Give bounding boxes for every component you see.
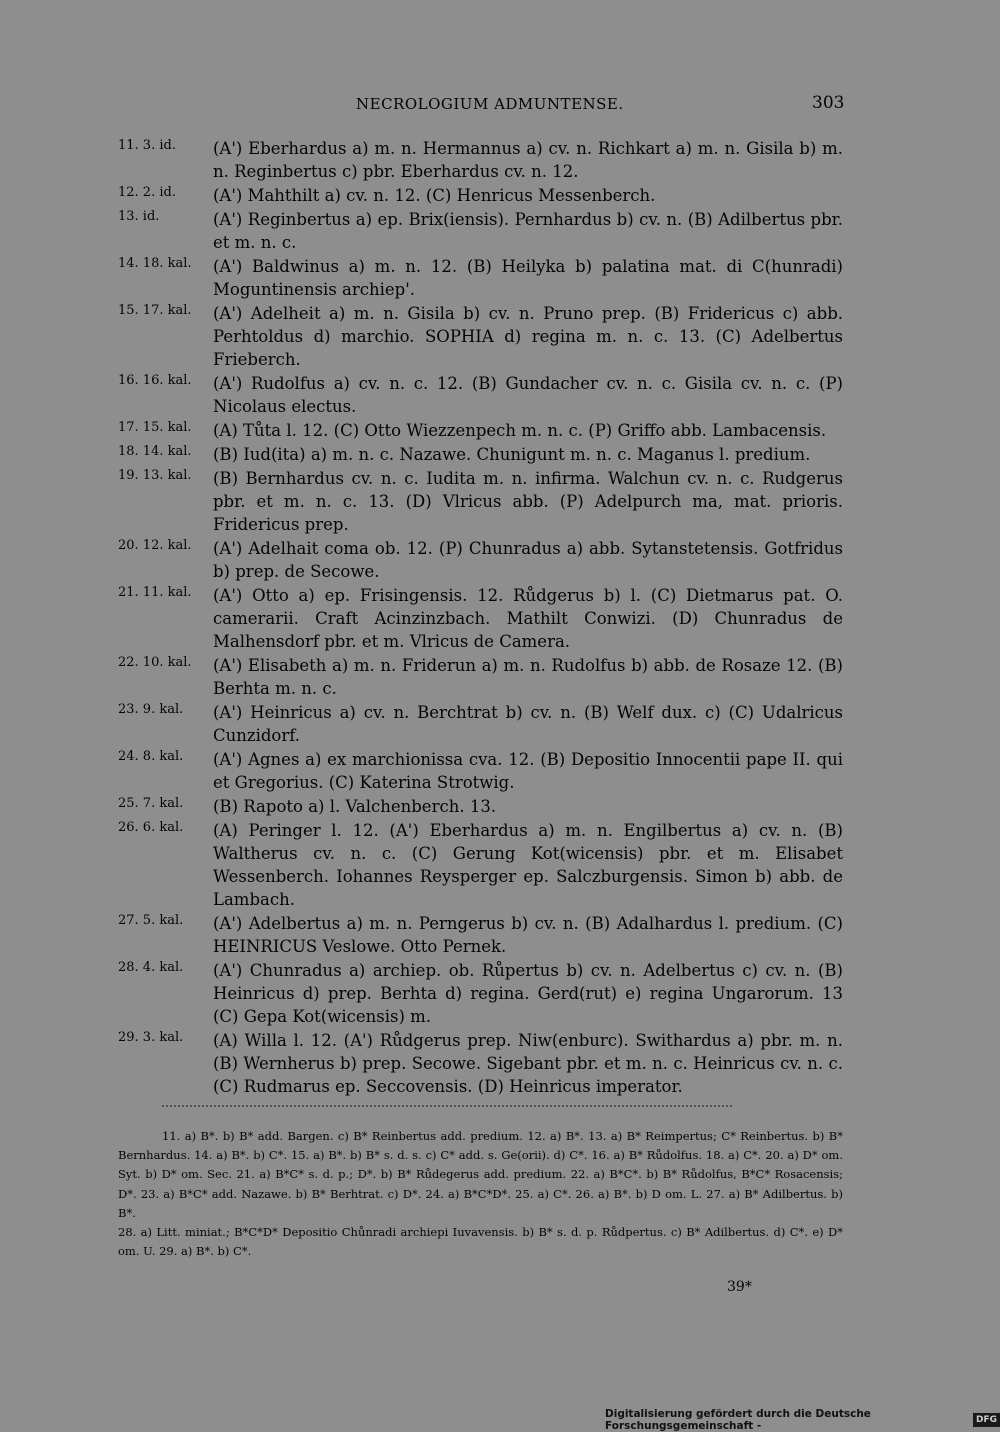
necrology-entry — [0, 184, 1000, 207]
necrology-entry — [0, 537, 1000, 583]
footnote-paragraph: 11. a) B*. b) B* add. Bargen. c) B* Reinbertus add. predium. 12. a) B*. 13. a) B* Reimpertus; C* Reinbertus. b) B* Bernhardus. 14. a) B*. b) C*. 15. a) B*. b) B* s. d. s. c) C* add. s. Ge(orii). d) C*. 16. a) B* Růdolfus. 18. a) C*. 20. a) D* om. Syt. b) D* om. Sec. 21. a) B*C* s. d. p.; D*. b) B* Růdegerus add. predium. 22. a) B*C*. b) B* Růdolfus, B*C* Rosacensis; D*. 23. a) B*C* add. Nazawe. b) B* Berhtrat. c) D*. 24. a) B*C*D*. 25. a) C*. 26. a) B*. b) D om. L. 27. a) B* Adilbertus. b) B*. — [118, 1129, 843, 1220]
entry-text: (A') Heinricus a) cv. n. Berchtrat b) cv. n. (B) Welf dux. c) (C) Udalricus Cunzidorf. — [213, 703, 843, 745]
entry-text: (A') Adelheit a) m. n. Gisila b) cv. n. Pruno prep. (B) Fridericus c) abb. Perhtoldus d) marchio. SOPHIA d) regina m. n. c. 13. (C) Adelbertus Frieberch. — [213, 304, 843, 369]
running-title: NECROLOGIUM ADMUNTENSE. — [356, 95, 624, 113]
necrology-entry — [0, 208, 1000, 254]
entry-date: 15. 17. kal. — [118, 303, 192, 318]
entry-date: 27. 5. kal. — [118, 913, 184, 928]
entry-text: (A') Adelhait coma ob. 12. (P) Chunradus a) abb. Sytanstetensis. Gotfridus b) prep. de Secowe. — [213, 539, 843, 581]
entry-text: (B) Bernhardus cv. n. c. Iudita m. n. infirma. Walchun cv. n. c. Rudgerus pbr. et m. n. c. 13. (D) Vlricus abb. (P) Adelpurch ma, mat. prioris. Fridericus prep. — [213, 469, 843, 534]
necrology-entry — [0, 467, 1000, 536]
necrology-entry — [0, 819, 1000, 911]
necrology-entry — [0, 1029, 1000, 1098]
entry-text: (A') Mahthilt a) cv. n. 12. (C) Henricus Messenberch. — [213, 186, 656, 205]
necrology-entry — [0, 654, 1000, 700]
entry-date: 11. 3. id. — [118, 138, 176, 153]
entry-date: 29. 3. kal. — [118, 1030, 184, 1045]
entry-date: 21. 11. kal. — [118, 585, 192, 600]
entry-date: 25. 7. kal. — [118, 796, 184, 811]
entry-date: 13. id. — [118, 209, 160, 224]
entry-text: (A') Eberhardus a) m. n. Hermannus a) cv. n. Richkart a) m. n. Gisila b) m. n. Reginbertus c) pbr. Eberhardus cv. n. 12. — [213, 139, 843, 181]
entry-date: 17. 15. kal. — [118, 420, 192, 435]
footnotes — [118, 1127, 843, 1261]
necrology-entry — [0, 959, 1000, 1028]
entry-date: 12. 2. id. — [118, 185, 176, 200]
footnote-separator — [162, 1105, 732, 1107]
entry-date: 23. 9. kal. — [118, 702, 184, 717]
page-header — [0, 93, 1000, 121]
entry-text: (A') Otto a) ep. Frisingensis. 12. Růdgerus b) l. (C) Dietmarus pat. O. camerarii. Craft Acinzinzbach. Mathilt Conwizi. (D) Chunradus de Malhensdorf pbr. et m. Vlricus de Camera. — [213, 586, 843, 651]
entry-text: (B) Rapoto a) l. Valchenberch. 13. — [213, 797, 497, 816]
necrology-entry — [0, 372, 1000, 418]
entry-date: 20. 12. kal. — [118, 538, 192, 553]
entry-text: (A') Adelbertus a) m. n. Perngerus b) cv. n. (B) Adalhardus l. predium. (C) HEINRICUS Veslowe. Otto Pernek. — [213, 914, 843, 956]
entry-date: 19. 13. kal. — [118, 468, 192, 483]
entry-text: (A') Agnes a) ex marchionissa cva. 12. (B) Depositio Innocentii pape II. qui et Gregorius. (C) Katerina Strotwig. — [213, 750, 843, 792]
necrology-entry — [0, 912, 1000, 958]
entry-text: (A') Chunradus a) archiep. ob. Růpertus b) cv. n. Adelbertus c) cv. n. (B) Heinricus d) prep. Berhta d) regina. Gerd(rut) e) regina Ungarorum. 13 (C) Gepa Kot(wicensis) m. — [213, 961, 843, 1026]
entry-date: 16. 16. kal. — [118, 373, 192, 388]
entry-date: 28. 4. kal. — [118, 960, 184, 975]
entry-text: (B) Iud(ita) a) m. n. c. Nazawe. Chunigunt m. n. c. Maganus l. predium. — [213, 445, 811, 464]
necrology-entry — [0, 748, 1000, 794]
entry-text: (A) Willa l. 12. (A') Růdgerus prep. Niw(enburc). Swithardus a) pbr. m. n. (B) Wernherus b) prep. Secowe. Sigebant pbr. et m. n. c. Heinricus cv. n. c. (C) Rudmarus ep. Seccovensis. (D) Heinricus imperator. — [213, 1031, 843, 1096]
necrology-entry — [0, 795, 1000, 818]
page-number: 303 — [812, 93, 845, 113]
entry-text: (A') Rudolfus a) cv. n. c. 12. (B) Gundacher cv. n. c. Gisila cv. n. c. (P) Nicolaus electus. — [213, 374, 843, 416]
entry-text: (A) Tůta l. 12. (C) Otto Wiezzenpech m. n. c. (P) Griffo abb. Lambacensis. — [213, 421, 827, 440]
entry-text: (A) Peringer l. 12. (A') Eberhardus a) m. n. Engilbertus a) cv. n. (B) Waltherus cv. n. c. (C) Gerung Kot(wicensis) pbr. et m. Elisabet Wessenberch. Iohannes Reysperger ep. Salczburgensis. Simon b) abb. de Lambach. — [213, 821, 843, 909]
entry-date: 24. 8. kal. — [118, 749, 184, 764]
necrology-entry — [0, 137, 1000, 183]
entry-date: 22. 10. kal. — [118, 655, 192, 670]
entry-text: (A') Reginbertus a) ep. Brix(iensis). Pernhardus b) cv. n. (B) Adilbertus pbr. et m. n. c. — [213, 210, 843, 252]
digitization-credit — [605, 1408, 1000, 1432]
necrology-entry — [0, 419, 1000, 442]
entry-date: 26. 6. kal. — [118, 820, 184, 835]
necrology-entry — [0, 255, 1000, 301]
necrology-entry — [0, 584, 1000, 653]
entry-date: 18. 14. kal. — [118, 444, 192, 459]
necrology-entries — [0, 137, 1000, 1099]
necrology-entry — [0, 443, 1000, 466]
necrology-entry — [0, 701, 1000, 747]
entry-date: 14. 18. kal. — [118, 256, 192, 271]
entry-text: (A') Baldwinus a) m. n. 12. (B) Heilyka b) palatina mat. di C(hunradi) Moguntinensis archiep'. — [213, 257, 843, 299]
footnote-paragraph: 28. a) Litt. miniat.; B*C*D* Depositio Chůnradi archiepi Iuvavensis. b) B* s. d. p. Růdpertus. c) B* Adilbertus. d) C*. e) D* om. U. 29. a) B*. b) C*. — [118, 1225, 843, 1259]
necrology-entry — [0, 302, 1000, 371]
dfg-logo: DFG — [973, 1413, 1000, 1427]
credit-text: Digitalisierung gefördert durch die Deutsche Forschungsgemeinschaft - — [605, 1408, 871, 1432]
entry-text: (A') Elisabeth a) m. n. Friderun a) m. n. Rudolfus b) abb. de Rosaze 12. (B) Berhta m. n. c. — [213, 656, 843, 698]
signature-mark: 39* — [727, 1279, 752, 1295]
